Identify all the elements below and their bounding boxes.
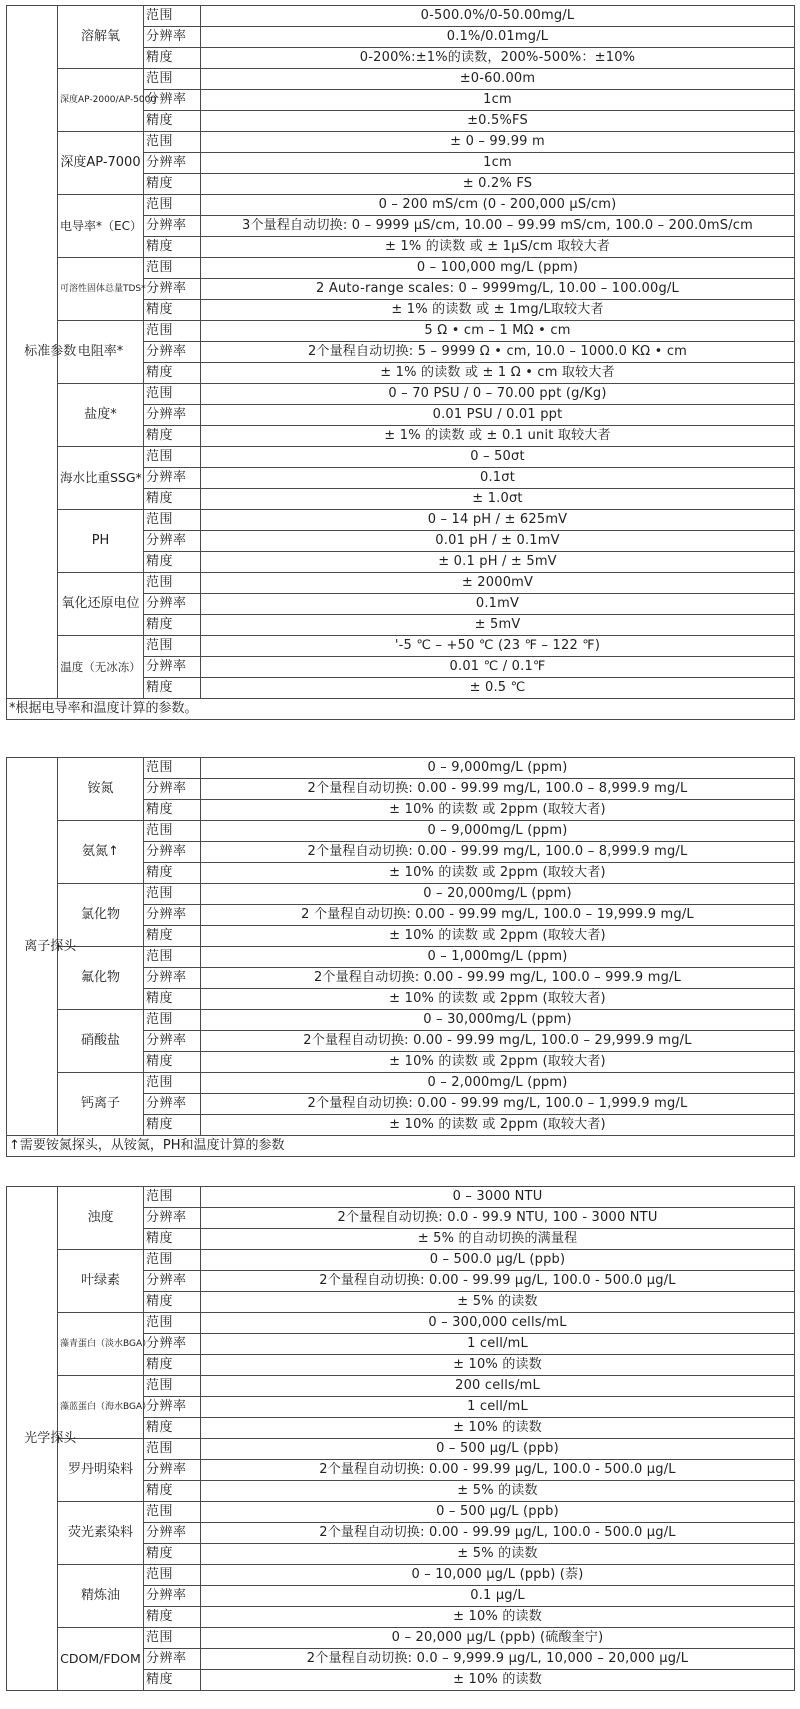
parameter-name: 深度AP-2000/AP-5000 bbox=[58, 69, 144, 132]
attribute-label: 精度 bbox=[144, 489, 201, 510]
table-row bbox=[7, 636, 795, 657]
attribute-value: ± 5% 的读数 bbox=[201, 1292, 795, 1313]
attribute-value: ± 10% 的读数 bbox=[201, 1418, 795, 1439]
attribute-label: 分辨率 bbox=[144, 657, 201, 678]
parameter-name: 溶解氧 bbox=[58, 6, 144, 69]
parameter-name: 电导率*（EC） bbox=[58, 195, 144, 258]
table-row bbox=[7, 1502, 795, 1523]
attribute-value: 0 – 500 µg/L (ppb) bbox=[201, 1502, 795, 1523]
table-row bbox=[7, 69, 795, 90]
attribute-value: 0 – 70 PSU / 0 – 70.00 ppt (g/Kg) bbox=[201, 384, 795, 405]
attribute-value: ± 0 – 99.99 m bbox=[201, 132, 795, 153]
attribute-label: 精度 bbox=[144, 1481, 201, 1502]
note-row bbox=[7, 699, 795, 720]
attribute-value: ± 10% 的读数 或 2ppm (取较大者) bbox=[201, 989, 795, 1010]
attribute-value: 2个量程自动切换: 0.0 – 9,999.9 µg/L, 10,000 – 20,000 µg/L bbox=[201, 1649, 795, 1670]
table-row bbox=[7, 1073, 795, 1094]
attribute-label: 范围 bbox=[144, 510, 201, 531]
attribute-label: 范围 bbox=[144, 69, 201, 90]
attribute-label: 范围 bbox=[144, 195, 201, 216]
attribute-value: ±0-60.00m bbox=[201, 69, 795, 90]
attribute-label: 分辨率 bbox=[144, 342, 201, 363]
attribute-label: 分辨率 bbox=[144, 842, 201, 863]
table-row bbox=[7, 1376, 795, 1397]
attribute-label: 分辨率 bbox=[144, 1094, 201, 1115]
attribute-label: 精度 bbox=[144, 1292, 201, 1313]
attribute-label: 精度 bbox=[144, 615, 201, 636]
parameter-name: 海水比重SSG* bbox=[58, 447, 144, 510]
attribute-label: 范围 bbox=[144, 1628, 201, 1649]
parameter-name: CDOM/FDOM bbox=[58, 1628, 144, 1691]
attribute-label: 精度 bbox=[144, 863, 201, 884]
attribute-label: 分辨率 bbox=[144, 1334, 201, 1355]
attribute-value: ± 5% 的读数 bbox=[201, 1481, 795, 1502]
table-row bbox=[7, 195, 795, 216]
attribute-label: 范围 bbox=[144, 884, 201, 905]
attribute-label: 精度 bbox=[144, 48, 201, 69]
parameter-name: 盐度* bbox=[58, 384, 144, 447]
attribute-label: 精度 bbox=[144, 989, 201, 1010]
attribute-value: ±0.5%FS bbox=[201, 111, 795, 132]
attribute-value: 0 – 14 pH / ± 625mV bbox=[201, 510, 795, 531]
attribute-value: ± 5mV bbox=[201, 615, 795, 636]
attribute-value: 2个量程自动切换: 0.00 - 99.99 mg/L, 100.0 – 29,999.9 mg/L bbox=[201, 1031, 795, 1052]
parameter-name: 精炼油 bbox=[58, 1565, 144, 1628]
table-row bbox=[7, 321, 795, 342]
attribute-value: ± 10% 的读数 或 2ppm (取较大者) bbox=[201, 926, 795, 947]
attribute-label: 范围 bbox=[144, 447, 201, 468]
attribute-label: 精度 bbox=[144, 678, 201, 699]
attribute-label: 分辨率 bbox=[144, 1649, 201, 1670]
attribute-value: 0 – 50σt bbox=[201, 447, 795, 468]
parameter-name: 叶绿素 bbox=[58, 1250, 144, 1313]
table-row bbox=[7, 1628, 795, 1649]
attribute-label: 范围 bbox=[144, 1565, 201, 1586]
attribute-value: ± 1.0σt bbox=[201, 489, 795, 510]
parameter-name: 罗丹明染料 bbox=[58, 1439, 144, 1502]
table-row bbox=[7, 384, 795, 405]
attribute-value: 2个量程自动切换: 0.00 - 99.99 mg/L, 100.0 – 8,999.9 mg/L bbox=[201, 779, 795, 800]
table-row bbox=[7, 1439, 795, 1460]
attribute-value: 0-200%:±1%的读数，200%-500%：±10% bbox=[201, 48, 795, 69]
parameter-name: 电阻率* bbox=[58, 321, 144, 384]
attribute-value: 0 – 30,000mg/L (ppm) bbox=[201, 1010, 795, 1031]
attribute-value: ± 0.5 ℃ bbox=[201, 678, 795, 699]
attribute-value: 1 cell/mL bbox=[201, 1334, 795, 1355]
attribute-label: 范围 bbox=[144, 6, 201, 27]
attribute-value: ± 10% 的读数 bbox=[201, 1355, 795, 1376]
parameter-name: 氯化物 bbox=[58, 884, 144, 947]
attribute-label: 范围 bbox=[144, 947, 201, 968]
attribute-label: 范围 bbox=[144, 1187, 201, 1208]
section-label-text: 光学探头 bbox=[24, 1430, 77, 1446]
attribute-label: 范围 bbox=[144, 758, 201, 779]
attribute-value: 0 – 300,000 cells/mL bbox=[201, 1313, 795, 1334]
attribute-value: 2个量程自动切换: 0.0 - 99.9 NTU, 100 - 3000 NTU bbox=[201, 1208, 795, 1229]
attribute-value: 0.1 µg/L bbox=[201, 1586, 795, 1607]
attribute-label: 精度 bbox=[144, 926, 201, 947]
attribute-value: ± 0.1 pH / ± 5mV bbox=[201, 552, 795, 573]
section-label-text: 标准参数 bbox=[24, 344, 77, 359]
attribute-value: 0 – 9,000mg/L (ppm) bbox=[201, 821, 795, 842]
attribute-value: ± 0.2% FS bbox=[201, 174, 795, 195]
attribute-value: ± 10% 的读数 或 2ppm (取较大者) bbox=[201, 863, 795, 884]
parameter-name: 浊度 bbox=[58, 1187, 144, 1250]
attribute-value: '-5 ℃ – +50 ℃ (23 ℉ – 122 ℉) bbox=[201, 636, 795, 657]
parameter-name: 铵氮 bbox=[58, 758, 144, 821]
attribute-value: 0.01 ℃ / 0.1℉ bbox=[201, 657, 795, 678]
attribute-label: 范围 bbox=[144, 636, 201, 657]
attribute-label: 精度 bbox=[144, 111, 201, 132]
attribute-value: 2 个量程自动切换: 0.00 - 99.99 mg/L, 100.0 – 19,999.9 mg/L bbox=[201, 905, 795, 926]
attribute-value: 0.1%/0.01mg/L bbox=[201, 27, 795, 48]
attribute-value: 0 – 2,000mg/L (ppm) bbox=[201, 1073, 795, 1094]
optical-probe-table bbox=[6, 1186, 795, 1691]
attribute-label: 精度 bbox=[144, 237, 201, 258]
attribute-value: ± 10% 的读数 bbox=[201, 1670, 795, 1691]
parameter-name: 钙离子 bbox=[58, 1073, 144, 1136]
attribute-label: 分辨率 bbox=[144, 153, 201, 174]
attribute-label: 精度 bbox=[144, 552, 201, 573]
attribute-value: 1 cell/mL bbox=[201, 1397, 795, 1418]
attribute-label: 精度 bbox=[144, 1544, 201, 1565]
attribute-label: 精度 bbox=[144, 426, 201, 447]
attribute-value: ± 1% 的读数 或 ± 0.1 unit 取较大者 bbox=[201, 426, 795, 447]
attribute-label: 分辨率 bbox=[144, 779, 201, 800]
table-row bbox=[7, 1250, 795, 1271]
attribute-label: 分辨率 bbox=[144, 1271, 201, 1292]
table-row bbox=[7, 510, 795, 531]
attribute-value: ± 2000mV bbox=[201, 573, 795, 594]
attribute-label: 分辨率 bbox=[144, 405, 201, 426]
attribute-value: 1cm bbox=[201, 153, 795, 174]
attribute-value: 0 – 500 µg/L (ppb) bbox=[201, 1439, 795, 1460]
attribute-label: 精度 bbox=[144, 1115, 201, 1136]
parameter-name: 氟化物 bbox=[58, 947, 144, 1010]
parameter-name: 深度AP-7000 bbox=[58, 132, 144, 195]
table-row bbox=[7, 1187, 795, 1208]
parameter-name: 藻蓝蛋白（海水BGA） bbox=[58, 1376, 144, 1439]
attribute-value: 0.1σt bbox=[201, 468, 795, 489]
ion-probe-table bbox=[6, 757, 795, 1157]
table-row bbox=[7, 758, 795, 779]
attribute-value: ± 10% 的读数 或 2ppm (取较大者) bbox=[201, 1115, 795, 1136]
attribute-value: 2个量程自动切换: 5 – 9999 Ω • cm, 10.0 – 1000.0 KΩ • cm bbox=[201, 342, 795, 363]
parameter-name: 荧光素染料 bbox=[58, 1502, 144, 1565]
attribute-value: 0.1mV bbox=[201, 594, 795, 615]
attribute-label: 精度 bbox=[144, 800, 201, 821]
attribute-label: 精度 bbox=[144, 1418, 201, 1439]
attribute-value: ± 1% 的读数 或 ± 1 Ω • cm 取较大者 bbox=[201, 363, 795, 384]
attribute-label: 精度 bbox=[144, 1670, 201, 1691]
attribute-label: 分辨率 bbox=[144, 1586, 201, 1607]
attribute-label: 分辨率 bbox=[144, 1031, 201, 1052]
table-row bbox=[7, 573, 795, 594]
attribute-value: 2个量程自动切换: 0.00 - 99.99 µg/L, 100.0 - 500.0 µg/L bbox=[201, 1271, 795, 1292]
attribute-label: 范围 bbox=[144, 1010, 201, 1031]
attribute-label: 分辨率 bbox=[144, 468, 201, 489]
attribute-value: 0-500.0%/0-50.00mg/L bbox=[201, 6, 795, 27]
attribute-label: 分辨率 bbox=[144, 594, 201, 615]
table-row bbox=[7, 447, 795, 468]
section-label bbox=[7, 1187, 77, 1691]
table-row bbox=[7, 1010, 795, 1031]
attribute-label: 精度 bbox=[144, 300, 201, 321]
attribute-value: 2个量程自动切换: 0.00 - 99.99 µg/L, 100.0 - 500.0 µg/L bbox=[201, 1460, 795, 1481]
attribute-value: 0.01 PSU / 0.01 ppt bbox=[201, 405, 795, 426]
table-row bbox=[7, 821, 795, 842]
attribute-label: 范围 bbox=[144, 821, 201, 842]
attribute-label: 范围 bbox=[144, 1439, 201, 1460]
attribute-label: 范围 bbox=[144, 1502, 201, 1523]
attribute-label: 分辨率 bbox=[144, 1460, 201, 1481]
attribute-value: 2 Auto-range scales: 0 – 9999mg/L, 10.00 – 100.00g/L bbox=[201, 279, 795, 300]
attribute-label: 分辨率 bbox=[144, 1208, 201, 1229]
attribute-value: 2个量程自动切换: 0.00 - 99.99 µg/L, 100.0 - 500.0 µg/L bbox=[201, 1523, 795, 1544]
attribute-label: 范围 bbox=[144, 1250, 201, 1271]
attribute-value: 2个量程自动切换: 0.00 - 99.99 mg/L, 100.0 – 1,999.9 mg/L bbox=[201, 1094, 795, 1115]
attribute-label: 精度 bbox=[144, 1052, 201, 1073]
attribute-value: 0 – 500.0 µg/L (ppb) bbox=[201, 1250, 795, 1271]
attribute-value: ± 10% 的读数 或 2ppm (取较大者) bbox=[201, 800, 795, 821]
attribute-label: 分辨率 bbox=[144, 531, 201, 552]
section-label bbox=[7, 758, 77, 1136]
attribute-value: 0 – 3000 NTU bbox=[201, 1187, 795, 1208]
attribute-label: 范围 bbox=[144, 384, 201, 405]
section-label bbox=[7, 6, 77, 699]
attribute-value: ± 1% 的读数 或 ± 1µS/cm 取较大者 bbox=[201, 237, 795, 258]
attribute-value: ± 10% 的读数 bbox=[201, 1607, 795, 1628]
table-row bbox=[7, 884, 795, 905]
attribute-label: 范围 bbox=[144, 1313, 201, 1334]
table-row bbox=[7, 132, 795, 153]
table-row bbox=[7, 947, 795, 968]
attribute-value: 2个量程自动切换: 0.00 - 99.99 mg/L, 100.0 – 999.9 mg/L bbox=[201, 968, 795, 989]
attribute-label: 精度 bbox=[144, 1355, 201, 1376]
table-row bbox=[7, 6, 795, 27]
attribute-value: ± 10% 的读数 或 2ppm (取较大者) bbox=[201, 1052, 795, 1073]
attribute-value: ± 1% 的读数 或 ± 1mg/L取较大者 bbox=[201, 300, 795, 321]
attribute-value: 1cm bbox=[201, 90, 795, 111]
attribute-value: ± 5% 的自动切换的满量程 bbox=[201, 1229, 795, 1250]
attribute-label: 分辨率 bbox=[144, 279, 201, 300]
attribute-label: 分辨率 bbox=[144, 27, 201, 48]
parameter-name: 硝酸盐 bbox=[58, 1010, 144, 1073]
footnote: *根据电导率和温度计算的参数。 bbox=[7, 699, 795, 720]
attribute-label: 范围 bbox=[144, 258, 201, 279]
attribute-label: 精度 bbox=[144, 1229, 201, 1250]
attribute-value: 0 – 20,000mg/L (ppm) bbox=[201, 884, 795, 905]
parameter-name: 氨氮↑ bbox=[58, 821, 144, 884]
footnote: ↑需要铵氮探头，从铵氮，PH和温度计算的参数 bbox=[7, 1136, 795, 1157]
attribute-label: 范围 bbox=[144, 321, 201, 342]
attribute-label: 精度 bbox=[144, 1607, 201, 1628]
attribute-value: 0 – 9,000mg/L (ppm) bbox=[201, 758, 795, 779]
attribute-value: 0 – 20,000 µg/L (ppb) (硫酸奎宁) bbox=[201, 1628, 795, 1649]
attribute-label: 分辨率 bbox=[144, 216, 201, 237]
attribute-label: 分辨率 bbox=[144, 1397, 201, 1418]
parameter-name: 藻青蛋白（淡水BGA） bbox=[58, 1313, 144, 1376]
attribute-value: 0 – 200 mS/cm (0 - 200,000 µS/cm) bbox=[201, 195, 795, 216]
attribute-value: 2个量程自动切换: 0.00 - 99.99 mg/L, 100.0 – 8,999.9 mg/L bbox=[201, 842, 795, 863]
attribute-label: 范围 bbox=[144, 1376, 201, 1397]
note-row bbox=[7, 1136, 795, 1157]
section-label-text: 离子探头 bbox=[24, 938, 77, 954]
attribute-label: 精度 bbox=[144, 174, 201, 195]
attribute-value: 0 – 10,000 µg/L (ppb) (萘) bbox=[201, 1565, 795, 1586]
attribute-label: 范围 bbox=[144, 573, 201, 594]
attribute-label: 分辨率 bbox=[144, 90, 201, 111]
attribute-label: 分辨率 bbox=[144, 905, 201, 926]
attribute-value: 0.01 pH / ± 0.1mV bbox=[201, 531, 795, 552]
attribute-value: 0 – 1,000mg/L (ppm) bbox=[201, 947, 795, 968]
parameter-name: 氧化还原电位 bbox=[58, 573, 144, 636]
attribute-value: 3个量程自动切换: 0 – 9999 µS/cm, 10.00 – 99.99 mS/cm, 100.0 – 200.0mS/cm bbox=[201, 216, 795, 237]
attribute-label: 范围 bbox=[144, 132, 201, 153]
table-row bbox=[7, 1565, 795, 1586]
attribute-label: 分辨率 bbox=[144, 1523, 201, 1544]
attribute-value: 5 Ω • cm – 1 MΩ • cm bbox=[201, 321, 795, 342]
table-row bbox=[7, 1313, 795, 1334]
parameter-name: PH bbox=[58, 510, 144, 573]
standard-parameters-table bbox=[6, 5, 795, 720]
attribute-label: 精度 bbox=[144, 363, 201, 384]
table-row bbox=[7, 258, 795, 279]
attribute-value: ± 5% 的读数 bbox=[201, 1544, 795, 1565]
parameter-name: 可溶性固体总量TDS* bbox=[58, 258, 144, 321]
attribute-label: 范围 bbox=[144, 1073, 201, 1094]
parameter-name: 温度（无冰冻） bbox=[58, 636, 144, 699]
attribute-label: 分辨率 bbox=[144, 968, 201, 989]
attribute-value: 200 cells/mL bbox=[201, 1376, 795, 1397]
attribute-value: 0 – 100,000 mg/L (ppm) bbox=[201, 258, 795, 279]
